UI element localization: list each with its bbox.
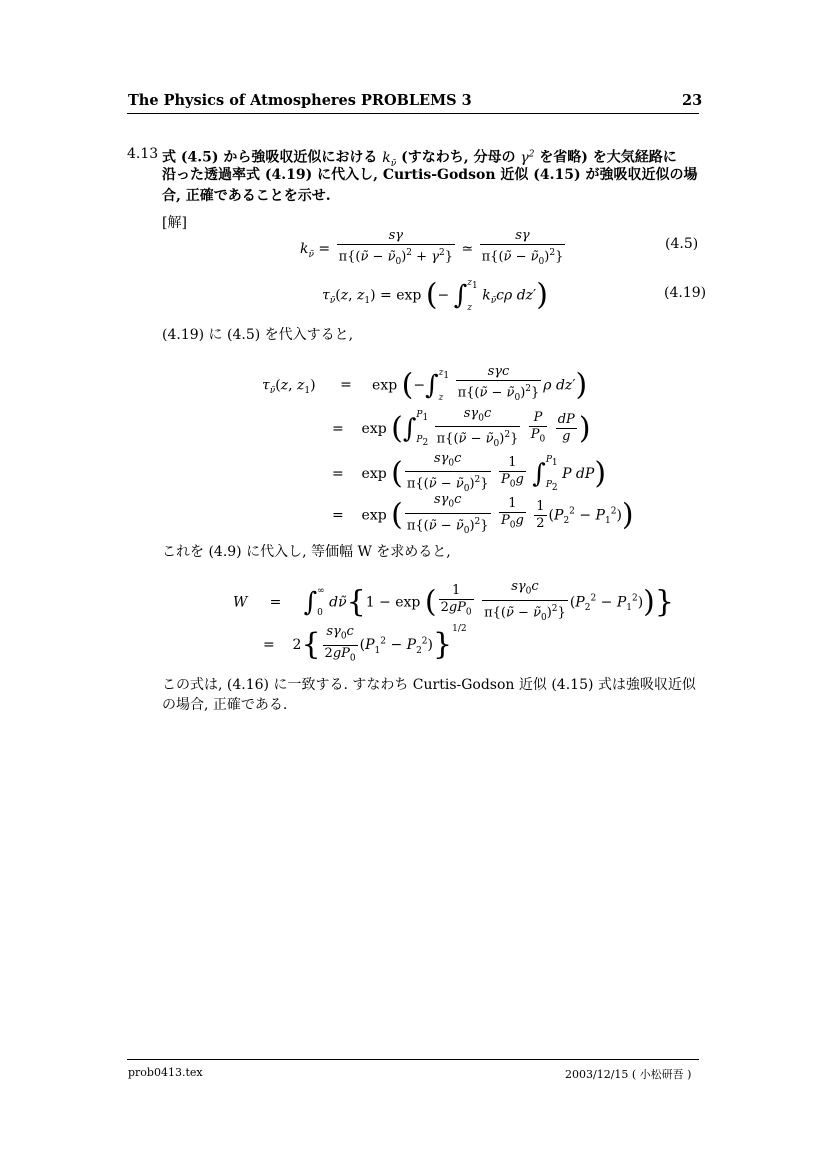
header-rule	[127, 113, 699, 114]
text-equivalent-width: これを (4.9) に代入し, 等価幅 W を求めると,	[162, 544, 451, 560]
footer-filename: prob0413.tex	[128, 1066, 203, 1079]
width-equation-line-1: W = ∫∞ 0 dν̃{1 − exp ( $\frac{1}{2gP_0}$ $\frac{s\gamma_0c}{\pi\{(\nũ - \nũ_0)^2\}}$ $(P_2^2 - P_1^2)$)}	[233, 579, 674, 623]
problem-text-a: 式 (4.5) から強吸収近似における	[162, 149, 378, 166]
derivation-line-1: $\tau_{\nũ}(z$, $z_1) = \exp (-\int z_1$ z $\frac{\text{sγc}}{\pi\{(\nũ - \nũ_0)^2\}}$ ρ dz′)	[262, 364, 588, 404]
equation-number-4-5: (4.5)	[665, 236, 699, 252]
footer-rule	[127, 1059, 699, 1060]
problem-line-3: 合, 正確であることを示せ.	[162, 188, 331, 204]
gamma-symbol: $\gamma^2$	[520, 149, 535, 166]
problem-text-b: (すなわち, 分母の	[401, 149, 516, 166]
equation-number-4-19: (4.19)	[664, 285, 707, 301]
k-symbol: $k_{\nũ}$	[382, 149, 397, 169]
text-substitute: (4.19) に (4.5) を代入すると,	[162, 327, 354, 343]
problem-line-2: 沿った透過率式 (4.19) に代入し, Curtis-Godson 近似 (4.15) が強吸収近似の場	[162, 167, 698, 183]
problem-text-c: を省略) を大気経路に	[539, 149, 677, 166]
derivation-line-4: = exp ( $\frac{s\gamma_0c}{\pi\{(\nũ - \nũ_0)^2\}}$ $\frac{1}{P_0g}$ $\frac{1}{2}$ $(P_2^2 - P_1^2)$)	[332, 492, 634, 536]
conclusion-line-1: この式は, (4.16) に一致する. すなわち Curtis-Godson 近似 (4.15) 式は強吸収近似	[162, 677, 696, 693]
equation-4-19: $\tau_{\nũ}(z$, $z_1) = \exp$ (− $\int z_1$ z $k_{\nũ}c\rho$ dz′)	[322, 277, 548, 313]
width-equation-line-2: = 2{ $\frac{s\gamma_0c}{2gP_0}$ $(P_1^2 - P_2^2)\}^{1/2}$	[263, 624, 467, 664]
problem-number: 4.13	[127, 146, 159, 162]
equation-4-5: $k_{\nũ}$ = $\frac{s\gamma}{\pi\{(\nũ - \nũ_0)^2 + \gamma^2\}}$ ≃ $\frac{s\gamma}{\pi\{(\nũ - \nũ_0)^2\}}$	[300, 228, 564, 267]
derivation-line-3: = exp ( $\frac{s\gamma_0c}{\pi\{(\nũ - \nũ_0)^2\}}$ $\frac{1}{P_0g}$ $\int P_1$ $P_2$ P dP)	[332, 450, 607, 495]
derivation-line-2: = $\exp (\int P_1$ $P_2$ $\frac{s\gamma_0c}{\pi\{(\nũ - \nũ_0)^2\}}$ $\frac{P}{P_0}$ $\frac{dP}{g}$ )	[332, 405, 591, 450]
running-title: The Physics of Atmospheres PROBLEMS 3	[128, 92, 472, 109]
conclusion-line-2: の場合, 正確である.	[162, 697, 288, 713]
solution-label: [解]	[162, 215, 187, 231]
page-number: 23	[682, 92, 703, 109]
footer-date-author: 2003/12/15 ( 小松研吾 )	[565, 1068, 692, 1081]
